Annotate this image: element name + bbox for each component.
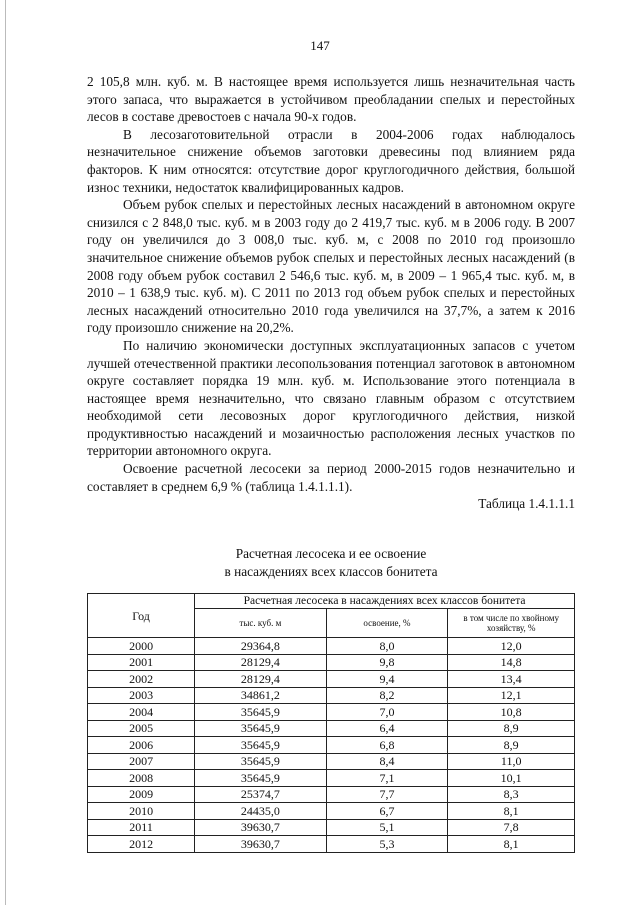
table-reference: Таблица 1.4.1.1.1 — [478, 496, 575, 512]
cell-development: 7,0 — [326, 704, 448, 721]
cell-development: 9,4 — [326, 671, 448, 688]
cell-development: 7,7 — [326, 786, 448, 803]
table-row — [88, 704, 575, 721]
header-group: Расчетная лесосека в насаждениях всех классов бонитета — [195, 594, 575, 609]
cell-year: 2002 — [88, 671, 195, 688]
table-caption-line: Расчетная лесосека и ее освоение — [235, 546, 427, 561]
cell-year: 2005 — [88, 720, 195, 737]
page-number: 147 — [310, 38, 330, 53]
cell-development: 6,4 — [326, 720, 448, 737]
cell-year: 2001 — [88, 654, 195, 671]
table-row — [88, 720, 575, 737]
table-row — [88, 786, 575, 803]
cell-coniferous: 8,9 — [448, 720, 575, 737]
cell-volume: 35645,9 — [195, 704, 326, 721]
cell-development: 7,1 — [326, 770, 448, 787]
cell-year: 2010 — [88, 803, 195, 820]
cell-year: 2007 — [88, 753, 195, 770]
table-caption-line: в насаждениях всех классов бонитета — [224, 564, 438, 579]
cell-development: 8,4 — [326, 753, 448, 770]
cell-volume: 24435,0 — [195, 803, 326, 820]
cell-volume: 28129,4 — [195, 654, 326, 671]
cell-development: 6,7 — [326, 803, 448, 820]
cell-year: 2008 — [88, 770, 195, 787]
body-text — [87, 73, 575, 513]
header-volume: тыс. куб. м — [195, 609, 326, 638]
table-row — [88, 687, 575, 704]
cell-coniferous: 8,1 — [448, 803, 575, 820]
paragraph: Освоение расчетной лесосеки за период 2000-2015 годов незначительно и составляет в среднем 6,9 % (таблица 1.4.1.1.1). — [87, 461, 575, 494]
table-row — [88, 753, 575, 770]
paragraph: 2 105,8 млн. куб. м. В настоящее время используется лишь незначительная часть этого запаса, что выражается в устойчивом преобладании спелых и перестойных лесов в составе древостоев с начала 90-х годов. — [87, 74, 575, 125]
cell-year: 2000 — [88, 638, 195, 655]
cell-year: 2004 — [88, 704, 195, 721]
cell-year: 2012 — [88, 836, 195, 853]
table-row — [88, 654, 575, 671]
cell-development: 9,8 — [326, 654, 448, 671]
cell-coniferous: 10,8 — [448, 704, 575, 721]
cell-year: 2011 — [88, 819, 195, 836]
cell-development: 6,8 — [326, 737, 448, 754]
table-body — [88, 638, 575, 853]
cell-development: 5,3 — [326, 836, 448, 853]
table-row — [88, 737, 575, 754]
cell-volume: 35645,9 — [195, 737, 326, 754]
header-coniferous: в том числе по хвойному хозяйству, % — [448, 609, 575, 638]
cell-year: 2009 — [88, 786, 195, 803]
cell-volume: 35645,9 — [195, 720, 326, 737]
scan-edge-line — [5, 0, 6, 905]
cell-volume: 34861,2 — [195, 687, 326, 704]
cell-year: 2006 — [88, 737, 195, 754]
cell-volume: 28129,4 — [195, 671, 326, 688]
cell-development: 8,2 — [326, 687, 448, 704]
cell-coniferous: 8,1 — [448, 836, 575, 853]
cell-volume: 35645,9 — [195, 753, 326, 770]
cell-coniferous: 7,8 — [448, 819, 575, 836]
cell-development: 8,0 — [326, 638, 448, 655]
felling-table — [87, 593, 575, 853]
cell-volume: 25374,7 — [195, 786, 326, 803]
cell-year: 2003 — [88, 687, 195, 704]
cell-volume: 39630,7 — [195, 836, 326, 853]
cell-volume: 39630,7 — [195, 819, 326, 836]
cell-coniferous: 12,1 — [448, 687, 575, 704]
paragraph: По наличию экономически доступных эксплуатационных запасов с учетом лучшей отечественной практики лесопользования потенциал заготовок в автономном округе составляет порядка 19 млн. куб. м. Использование этого потенциала в настоящее время незначительно, что связано главным образом с отсутствием необходимой сети лесовозных дорог круглогодичного действия, низкой продуктивностью насаждений и мозаичностью расположения лесных участков по территории автономного округа. — [87, 337, 575, 459]
table-row — [88, 803, 575, 820]
table-row — [88, 770, 575, 787]
cell-volume: 35645,9 — [195, 770, 326, 787]
paragraph: В лесозаготовительной отрасли в 2004-2006 годах наблюдалось незначительное снижение объемов заготовки древесины под влиянием ряда факторов. К ним относятся: отсутствие дорог круглогодичного действия, большой износ техники, недостаток квалифицированных кадров. — [87, 126, 575, 195]
cell-coniferous: 11,0 — [448, 753, 575, 770]
cell-development: 5,1 — [326, 819, 448, 836]
cell-coniferous: 14,8 — [448, 654, 575, 671]
header-development: освоение, % — [326, 609, 448, 638]
cell-coniferous: 13,4 — [448, 671, 575, 688]
header-year: Год — [88, 594, 195, 638]
table-caption — [87, 545, 575, 581]
table-row — [88, 638, 575, 655]
cell-volume: 29364,8 — [195, 638, 326, 655]
cell-coniferous: 10,1 — [448, 770, 575, 787]
cell-coniferous: 12,0 — [448, 638, 575, 655]
cell-coniferous: 8,3 — [448, 786, 575, 803]
table-row — [88, 671, 575, 688]
paragraph: Объем рубок спелых и перестойных лесных насаждений в автономном округе снизился с 2 848,0 тыс. куб. м в 2003 году до 2 419,7 тыс. куб. м в 2006 году. В 2007 году он увеличился до 3 008,0 тыс. куб. м, с 2008 по 2010 год произошло значительное снижение объемов рубок спелых и перестойных лесных насаждений (в 2008 году объем рубок составил 2 546,6 тыс. куб. м, в 2009 – 1 965,4 тыс. куб. м, в 2010 – 1 638,9 тыс. куб. м). С 2011 по 2013 год объем рубок спелых и перестойных лесных насаждений относительно 2010 года увеличился на 37,7%, а затем к 2016 году произошло снижение на 20,2%. — [87, 197, 575, 336]
table-row — [88, 836, 575, 853]
cell-coniferous: 8,9 — [448, 737, 575, 754]
table-row — [88, 819, 575, 836]
